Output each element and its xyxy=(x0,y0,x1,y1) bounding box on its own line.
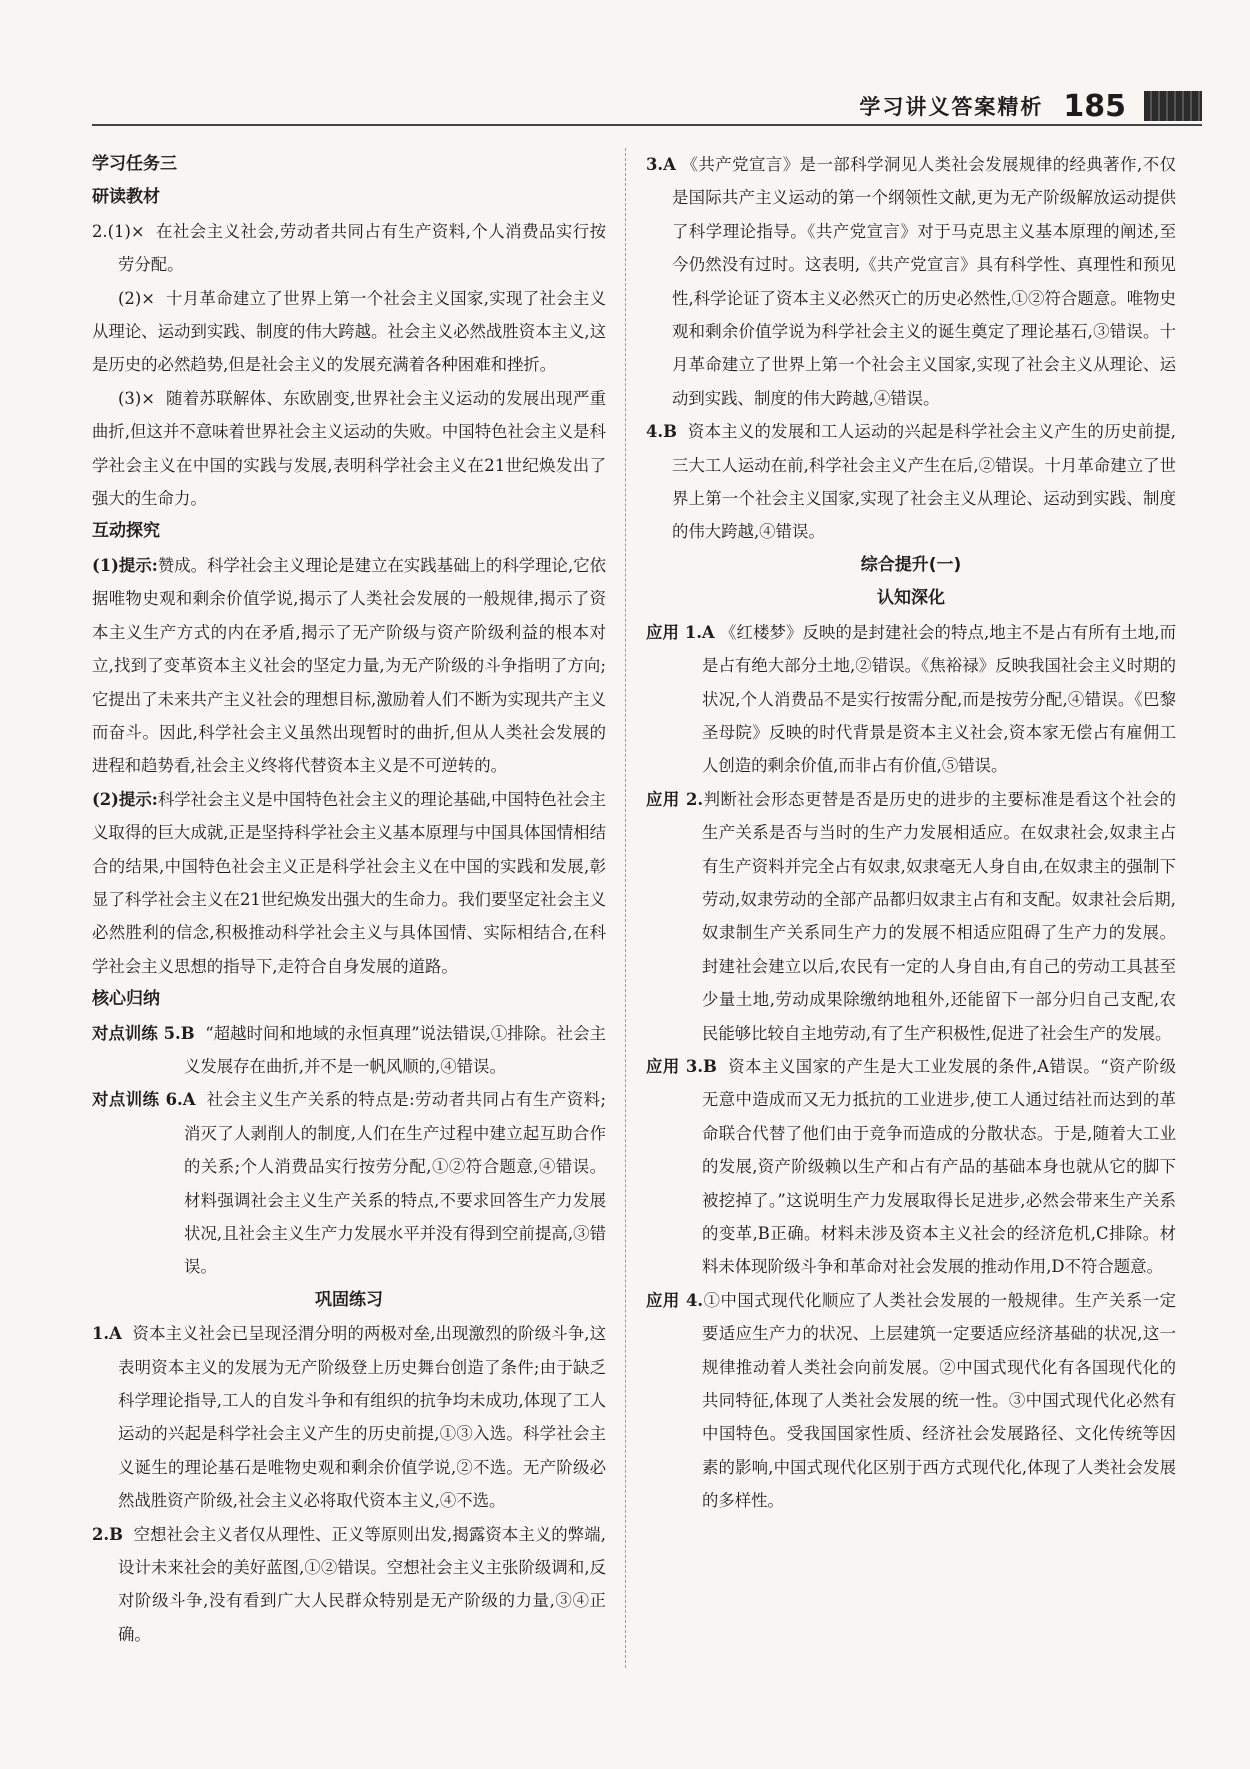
subsection-title: 研读教材 xyxy=(92,187,160,208)
section-title: 综合提升(一) xyxy=(860,554,962,575)
subsection-title: 核心归纳 xyxy=(92,989,160,1010)
item-text: 判断社会形态更替是否是历史的进步的主要标准是看这个社会的生产关系是否与当时的生产力发展相适应。在奴隶社会,奴隶主占有生产资料并完全占有奴隶,奴隶毫无人身自由,在奴隶主的强制下劳动,奴隶劳动的全部产品都归奴隶主占有和支配。奴隶社会后期,奴隶制生产关系同生产力的发展不相适应阻碍了生产力的发展。封建社会建立以后,农民有一定的人身自由,有自己的劳动工具甚至少量土地,劳动成果除缴纳地租外,还能留下一部分归自己支配,农民能够比较自主地劳动,有了生产积极性,促进了社会生产的发展。 xyxy=(702,789,1177,1043)
item-text: 赞成。科学社会主义理论是建立在实践基础上的科学理论,它依据唯物史观和剩余价值学说,揭示了人类社会发展的一般规律,揭示了资本主义生产方式的内在矛盾,揭示了无产阶级与资产阶级利益的根本对立,找到了变革资本主义社会的坚定力量,为无产阶级的斗争指明了方向;它提出了未来共产主义社会的理想目标,激励着人们不断为实现共产主义而奋斗。因此,科学社会主义虽然出现暂时的曲折,但从人类社会发展的进程和趋势看,社会主义终将代替资本主义是不可逆转的。 xyxy=(92,555,606,776)
item-label: 应用 4. xyxy=(646,1290,704,1310)
item-label: 3.A xyxy=(646,155,676,174)
item-label: 2.(1)× xyxy=(92,221,145,241)
item-label: (2)× xyxy=(118,288,155,308)
column-divider xyxy=(625,148,626,1668)
item-label: 对点训练 6.A xyxy=(92,1090,196,1110)
answer-item xyxy=(646,415,1176,549)
item-text: 《共产党宣言》是一部科学洞见人类社会发展规律的经典著作,不仅是国际共产主义运动的第一个纲领性文献,更为无产阶级解放运动提供了科学理论指导。《共产党宣言》对于马克思主义基本原理的阐述,至今仍然没有过时。这表明,《共产党宣言》具有科学性、真理性和预见性,科学论证了资本主义必然灭亡的历史必然性,①②符合题意。唯物史观和剩余价值学说为科学社会主义的诞生奠定了理论基石,③错误。十月革命建立了世界上第一个社会主义国家,实现了社会主义从理论、运动到实践、制度的伟大跨越,④错误。 xyxy=(672,155,1176,408)
item-label: 4.B xyxy=(646,422,677,442)
item-text: “超越时间和地域的永恒真理”说法错误,①排除。社会主义发展存在曲折,并不是一帆风顺的,④错误。 xyxy=(184,1023,607,1076)
section-title: 学习任务三 xyxy=(92,154,177,174)
subsection-title: 互动探究 xyxy=(92,521,160,542)
item-text: 资本主义的发展和工人运动的兴起是科学社会主义产生的历史前提,三大工人运动在前,科学社会主义产生在后,②错误。十月革命建立了世界上第一个社会主义国家,实现了社会主义从理论、运动到实践、制度的伟大跨越,④错误。 xyxy=(672,422,1177,542)
item-text: 随着苏联解体、东欧剧变,世界社会主义运动的发展出现严重曲折,但这并不意味着世界社会主义运动的失败。中国特色社会主义是科学社会主义在中国的实践与发展,表明科学社会主义在21世纪焕发出了强大的生命力。 xyxy=(92,388,607,509)
answer-item xyxy=(92,1083,606,1283)
header-title: 学习讲义答案精析 xyxy=(859,95,1044,119)
answer-item xyxy=(646,1284,1176,1518)
item-text: 资本主义社会已呈现泾渭分明的两极对垒,出现激烈的阶级斗争,这表明资本主义的发展为无产阶级登上历史舞台创造了条件;由于缺乏科学理论指导,工人的自发斗争和有组织的抗争均未成功,体现了工人运动的兴起是科学社会主义产生的历史前提,①③入选。科学社会主义诞生的理论基石是唯物史观和剩余价值学说,②不选。无产阶级必然战胜资产阶级,社会主义必将取代资本主义,④不选。 xyxy=(118,1324,607,1511)
item-text: 十月革命建立了世界上第一个社会主义国家,实现了社会主义从理论、运动到实践、制度的伟大跨越。社会主义必然战胜资本主义,这是历史的必然趋势,但是社会主义的发展充满着各种困难和挫折。 xyxy=(92,288,607,375)
item-label: 应用 1.A xyxy=(646,622,715,642)
answer-item xyxy=(92,1017,606,1084)
item-text: 《红楼梦》反映的是封建社会的特点,地主不是占有所有土地,而是占有绝大部分土地,②错误。《焦裕禄》反映我国社会主义时期的状况,个人消费品不是实行按需分配,而是按劳分配,④错误。《巴黎圣母院》反映的时代背景是资本主义社会,资本家无偿占有雇佣工人创造的剩余价值,而非占有价值,⑤错误。 xyxy=(702,622,1176,776)
answer-item xyxy=(646,616,1176,783)
right-column xyxy=(646,148,1176,1518)
item-text: 社会主义生产关系的特点是:劳动者共同占有生产资料;消灭了人剥削人的制度,人们在生产过程中建立起互助合作的关系;个人消费品实行按劳分配,①②符合题意,④错误。材料强调社会主义生产关系的特点,不要求回答生产力发展状况,且社会主义生产力发展水平并没有得到空前提高,③错误。 xyxy=(184,1090,607,1277)
answer-item xyxy=(646,1050,1176,1284)
item-label: (1)提示: xyxy=(92,555,158,575)
item-label: 1.A xyxy=(92,1324,122,1344)
item-text: 资本主义国家的产生是大工业发展的条件,A错误。“资产阶级无意中造成而又无力抵抗的工业进步,使工人通过结社而达到的革命联合代替了他们由于竞争而造成的分散状态。于是,随着大工业的发展,资产阶级赖以生产和占有产品的基础本身也就从它的脚下被挖掉了。”这说明生产力发展取得长足进步,必然会带来生产关系的变革,B正确。材料未涉及资本主义社会的经济危机,C排除。材料未体现阶级斗争和革命对社会发展的推动作用,D不符合题意。 xyxy=(702,1056,1177,1277)
item-text: 空想社会主义者仅从理性、正义等原则出发,揭露资本主义的弊端,设计未来社会的美好蓝图,①②错误。空想社会主义主张阶级调和,反对阶级斗争,没有看到广大人民群众特别是无产阶级的力量,③④正确。 xyxy=(118,1524,607,1644)
answer-item xyxy=(92,215,606,282)
answer-item xyxy=(92,282,606,382)
item-label: 应用 2. xyxy=(646,789,704,809)
answer-item xyxy=(646,148,1176,415)
item-label: 应用 3.B xyxy=(646,1056,717,1076)
item-label: (2)提示: xyxy=(92,789,158,809)
item-label: 2.B xyxy=(92,1524,123,1544)
page-header xyxy=(859,86,1202,126)
left-column xyxy=(92,148,606,1651)
answer-item xyxy=(92,549,606,783)
page-number: 185 xyxy=(1063,88,1126,124)
answer-item xyxy=(646,783,1176,1050)
answer-item xyxy=(92,783,606,983)
answer-item xyxy=(92,1518,606,1652)
subsection-title: 认知深化 xyxy=(877,588,945,609)
item-text: ①中国式现代化顺应了人类社会发展的一般规律。生产关系一定要适应生产力的状况、上层建筑一定要适应经济基础的状况,这一规律推动着人类社会向前发展。②中国式现代化有各国现代化的共同特征,体现了人类社会发展的统一性。③中国式现代化必然有中国特色。受我国国家性质、经济社会发展路径、文化传统等因素的影响,中国式现代化区别于西方式现代化,体现了人类社会发展的多样性。 xyxy=(702,1290,1177,1511)
header-decoration xyxy=(1144,91,1202,121)
subsection-title: 巩固练习 xyxy=(315,1289,383,1310)
item-label: 对点训练 5.B xyxy=(92,1023,195,1043)
item-text: 科学社会主义是中国特色社会主义的理论基础,中国特色社会主义取得的巨大成就,正是坚持科学社会主义基本原理与中国具体国情相结合的结果,中国特色社会主义正是科学社会主义在中国的实践和发展,彰显了科学社会主义在21世纪焕发出强大的生命力。我们要坚定社会主义必然胜利的信念,积极推动科学社会主义与具体国情、实际相结合,在科学社会主义思想的指导下,走符合自身发展的道路。 xyxy=(92,789,606,976)
answer-item xyxy=(92,1317,606,1517)
item-text: 在社会主义社会,劳动者共同占有生产资料,个人消费品实行按劳分配。 xyxy=(118,221,607,275)
answer-item xyxy=(92,382,606,516)
item-label: (3)× xyxy=(118,388,155,408)
header-rule xyxy=(92,124,1202,126)
